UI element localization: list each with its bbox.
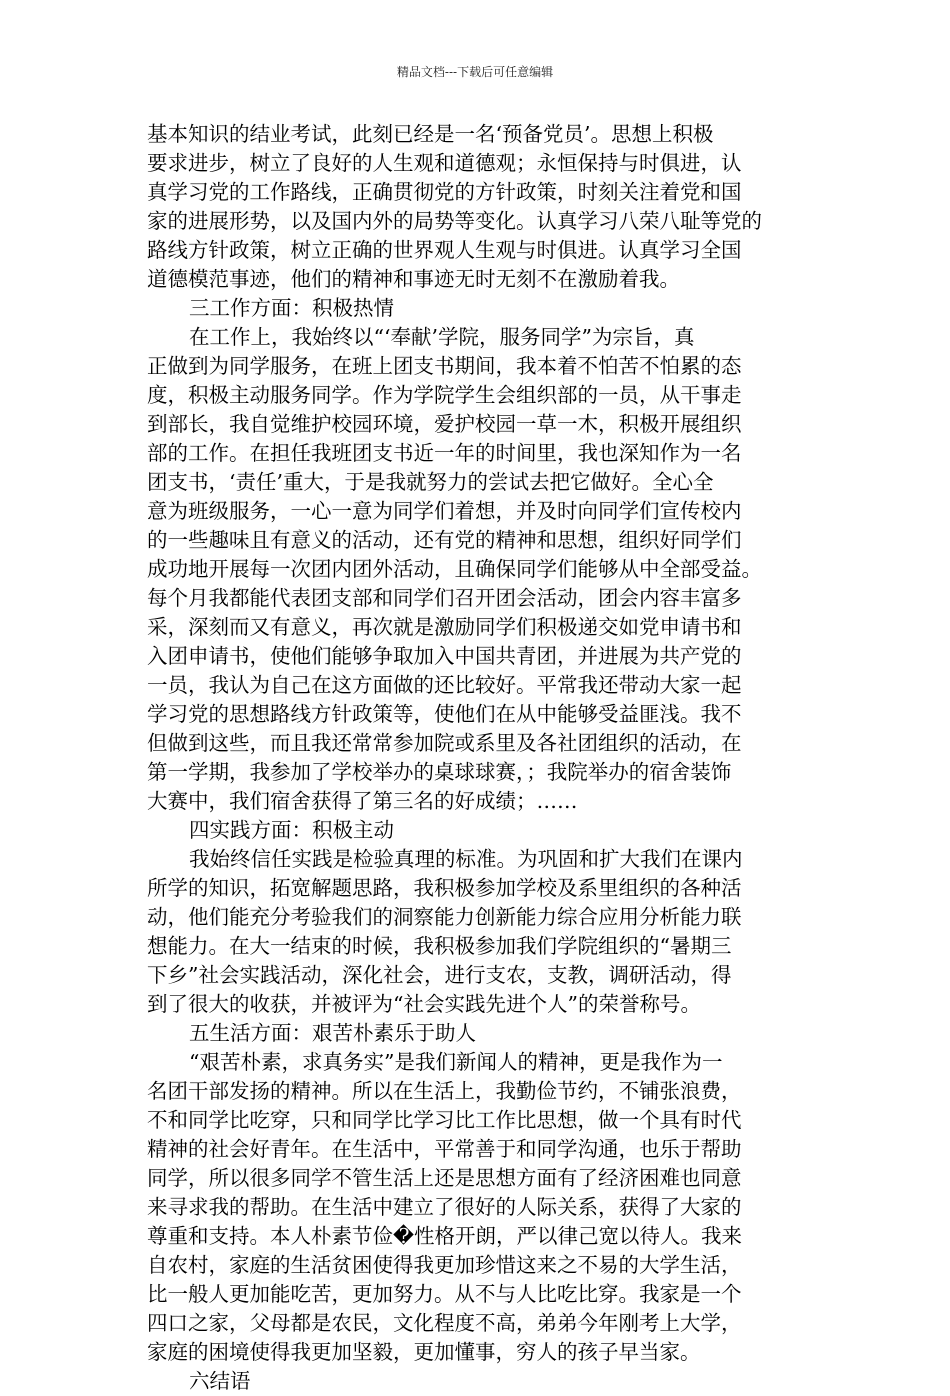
- text-line: “艰苦朴素，求真务实”是我们新闻人的精神，更是我作为一: [189, 1050, 723, 1074]
- page-header: 精品文档---下载后可任意编辑: [396, 65, 554, 79]
- text-line: 想能力。在大一结束的时候，我积极参加我们学院组织的“暑期三: [147, 934, 732, 958]
- text-line: 要求进步，树立了良好的人生观和道德观；永恒保持与时俱进，认: [147, 151, 742, 175]
- text-line: 在工作上，我始终以“‘奉献’学院，服务同学”为宗旨，真: [189, 325, 695, 349]
- text-line: 基本知识的结业考试，此刻已经是一名‘预备党员’。思想上积极: [147, 122, 714, 146]
- text-line: 大赛中，我们宿舍获得了第三名的好成绩；……: [147, 789, 578, 813]
- text-line: 我始终信任实践是检验真理的标准。为巩固和扩大我们在课内: [189, 847, 743, 871]
- text-line: 家庭的困境使得我更加坚毅，更加懂事，穷人的孩子早当家。: [147, 1340, 701, 1364]
- text-line: 但做到这些，而且我还常常参加院或系里及各社团组织的活动，在: [147, 731, 742, 755]
- text-line: 所学的知识，拓宽解题思路，我积极参加学校及系里组织的各种活: [147, 876, 742, 900]
- text-line: 六结语: [189, 1369, 251, 1393]
- text-line: 采，深刻而又有意义，再次就是激励同学们积极递交如党申请书和: [147, 615, 742, 639]
- text-line: 比一般人更加能吃苦，更加努力。从不与人比吃比穿。我家是一个: [147, 1282, 742, 1306]
- text-line: 四实践方面：积极主动: [189, 818, 394, 842]
- text-line: 下乡”社会实践活动，深化社会，进行支农，支教，调研活动，得: [147, 963, 732, 987]
- text-line: 度，积极主动服务同学。作为学院学生会组织部的一员，从干事走: [147, 383, 742, 407]
- text-line: 自农村，家庭的生活贫困使得我更加珍惜这来之不易的大学生活，: [147, 1253, 742, 1277]
- text-line: 团支书，‘责任’重大，于是我就努力的尝试去把它做好。全心全: [147, 470, 714, 494]
- text-line: 部的工作。在担任我班团支书近一年的时间里，我也深知作为一名: [147, 441, 742, 465]
- text-line: 成功地开展每一次团内团外活动，且确保同学们能够从中全部受益。: [147, 557, 762, 581]
- text-line: 精神的社会好青年。在生活中，平常善于和同学沟通，也乐于帮助: [147, 1137, 742, 1161]
- text-line: 尊重和支持。本人朴素节俭�性格开朗，严以律己宽以待人。我来: [147, 1224, 743, 1248]
- text-line: 名团干部发扬的精神。所以在生活上，我勤俭节约，不铺张浪费，: [147, 1079, 742, 1103]
- text-line: 来寻求我的帮助。在生活中建立了很好的人际关系，获得了大家的: [147, 1195, 742, 1219]
- text-line: 家的进展形势，以及国内外的局势等变化。认真学习八荣八耻等党的: [147, 209, 762, 233]
- text-line: 每个月我都能代表团支部和同学们召开团会活动，团会内容丰富多: [147, 586, 742, 610]
- text-line: 真学习党的工作路线，正确贯彻党的方针政策，时刻关注着党和国: [147, 180, 742, 204]
- document-body: [147, 120, 823, 1396]
- text-line: 动，他们能充分考验我们的洞察能力创新能力综合应用分析能力联: [147, 905, 742, 929]
- text-line: 到了很大的收获，并被评为“社会实践先进个人”的荣誉称号。: [147, 992, 701, 1016]
- text-line: 五生活方面：艰苦朴素乐于助人: [189, 1021, 476, 1045]
- text-line: 第一学期，我参加了学校举办的桌球球赛，；我院举办的宿舍装饰: [147, 760, 732, 784]
- text-line: 四口之家，父母都是农民，文化程度不高，弟弟今年刚考上大学，: [147, 1311, 742, 1335]
- text-line: 正做到为同学服务，在班上团支书期间，我本着不怕苦不怕累的态: [147, 354, 742, 378]
- text-line: 同学，所以很多同学不管生活上还是思想方面有了经济困难也同意: [147, 1166, 742, 1190]
- text-line: 路线方针政策，树立正确的世界观人生观与时俱进。认真学习全国: [147, 238, 742, 262]
- text-line: 的一些趣味且有意义的活动，还有党的精神和思想，组织好同学们: [147, 528, 742, 552]
- text-line: 三工作方面：积极热情: [189, 296, 394, 320]
- text-line: 到部长，我自觉维护校园环境，爱护校园一草一木，积极开展组织: [147, 412, 742, 436]
- text-line: 入团申请书，使他们能够争取加入中国共青团，并进展为共产党的: [147, 644, 742, 668]
- text-line: 不和同学比吃穿，只和同学比学习比工作比思想，做一个具有时代: [147, 1108, 742, 1132]
- text-line: 一员，我认为自己在这方面做的还比较好。平常我还带动大家一起: [147, 673, 742, 697]
- text-line: 意为班级服务，一心一意为同学们着想，并及时向同学们宣传校内: [147, 499, 742, 523]
- text-line: 学习党的思想路线方针政策等，使他们在从中能够受益匪浅。我不: [147, 702, 742, 726]
- text-line: 道德模范事迹，他们的精神和事迹无时无刻不在激励着我。: [147, 267, 680, 291]
